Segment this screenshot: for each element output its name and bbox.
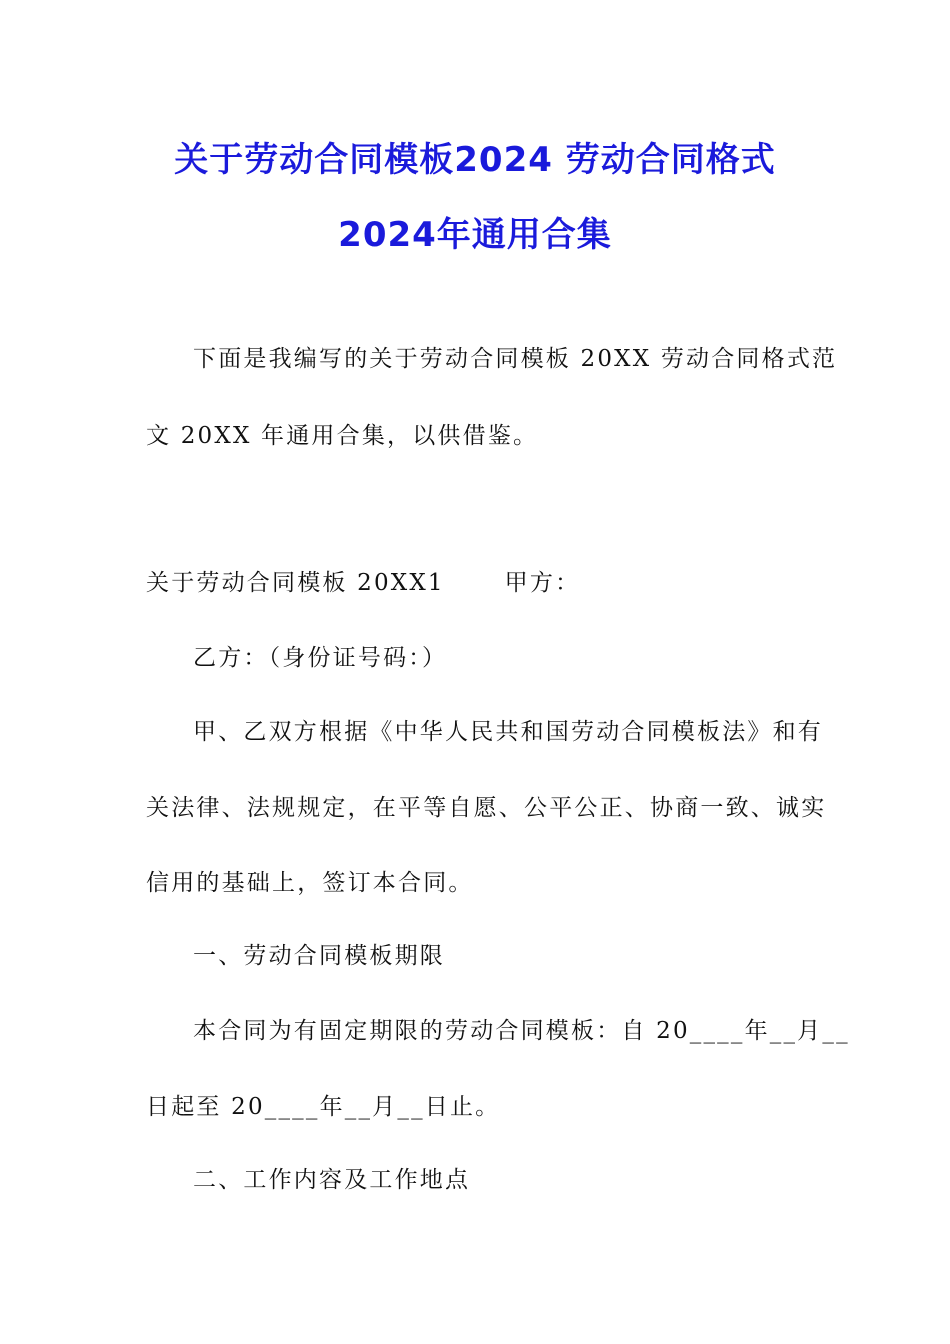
intro-paragraph-line-1: 下面是我编写的关于劳动合同模板 20XX 劳动合同格式范 [193,346,838,372]
contract-heading-line: 关于劳动合同模板 20XX1 甲方： [146,570,581,596]
document-title-line-2: 2024年通用合集 [338,215,612,255]
agreement-paragraph-line-1: 甲、乙双方根据《中华人民共和国劳动合同模板法》和有 [193,719,823,745]
agreement-paragraph-line-2: 关法律、法规规定，在平等自愿、公平公正、协商一致、诚实 [146,795,827,821]
section-heading-work-content: 二、工作内容及工作地点 [193,1167,471,1193]
party-b-line: 乙方：（身份证号码：） [193,645,448,671]
agreement-paragraph-line-3: 信用的基础上，签订本合同。 [146,870,474,896]
document-title-line-1: 关于劳动合同模板2024 劳动合同格式 [174,140,776,180]
intro-paragraph-line-2: 文 20XX 年通用合集，以供借鉴。 [146,423,539,449]
section-heading-term: 一、劳动合同模板期限 [193,943,445,969]
term-paragraph-line-1: 本合同为有固定期限的劳动合同模板：自 20____年__月__ [193,1018,850,1044]
term-paragraph-line-2: 日起至 20____年__月__日止。 [146,1094,501,1120]
